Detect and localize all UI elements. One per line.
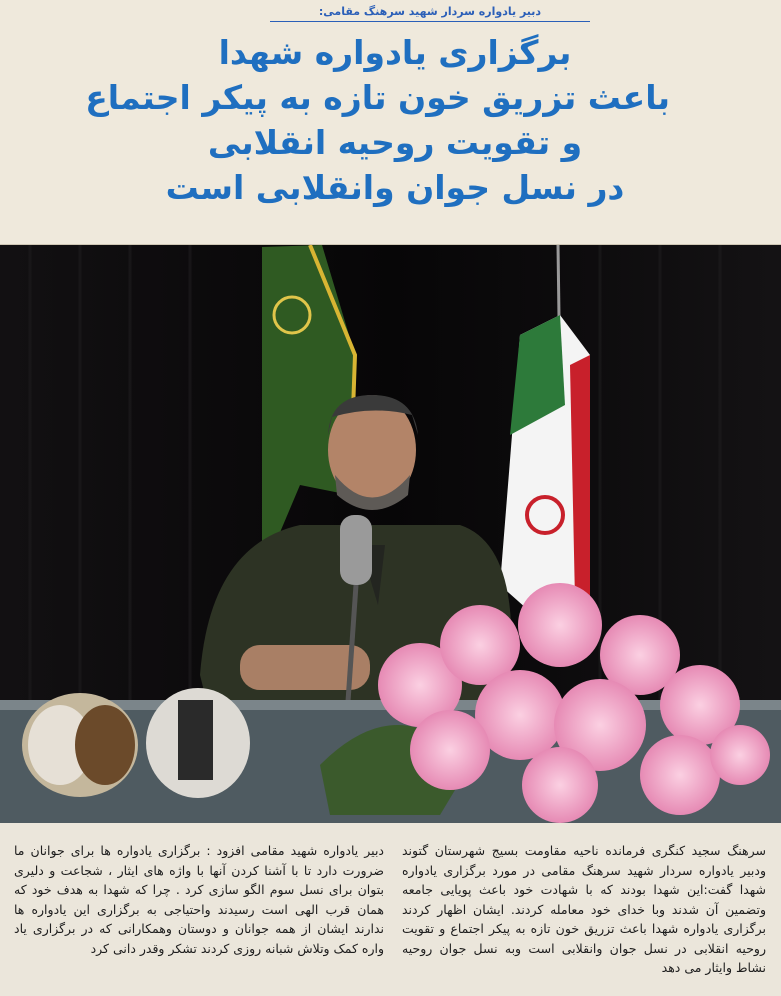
headline-line-4: در نسل جوان وانقلابی است (165, 168, 625, 207)
photo-illustration (0, 245, 781, 823)
article-photo (0, 245, 781, 823)
kicker-line: دبیر یادواره سردار شهید سرهنگ مقامی: (270, 5, 590, 22)
headline (85, 30, 670, 210)
headline-line-2: باعث تزریق خون تازه به پیکر اجتماع (85, 78, 670, 117)
column-right-text: سرهنگ سجید کنگری فرمانده ناحیه مقاومت بسیج شهرستان گتوند ودبیر یادواره سردار شهید سرهنگ مقامی در مورد برگزاری یادواره شهدا گفت:این شهدا بودند که با شهادت خود باعث پویایی جامعه وتضمین آن شدند وبا خدای خود معامله کردند. ایشان اظهار کردند برگزاری یادواره شهدا باعث تزریق خون تازه به پیکر اجتماع و تقویت روحیه انقلابی در نسل جوان وانقلابی است وبه نسل جوان روحیه نشاط وایثار می دهد (402, 843, 766, 975)
article-header (0, 0, 781, 246)
column-left-text: دبیر یادواره شهید مقامی افزود : برگزاری یادواره ها برای جوانان ما ضرورت دارد تا با آشنا کردن آنها با واژه های ایثار ، شجاعت و دلیری بتوان برای نسل سوم الگو سازی کرد . چرا که شهدا به هدف خود که همان قرب الهی است رسیدند واحتیاجی به برگزاری این یادواره ها ندارند ایشان از همه جوانان و دوستان وهمکارانی که در برگزاری یاد واره کمک وتلاش شبانه روزی کردند تشکر وقدر دانی کرد (14, 843, 384, 956)
headline-line-3: و تقویت روحیه انقلابی (207, 123, 583, 162)
headline-line-1: برگزاری یادواره شهدا (218, 33, 572, 72)
article-body (0, 823, 781, 996)
article-column-right (402, 841, 766, 978)
article-column-left (14, 841, 384, 958)
